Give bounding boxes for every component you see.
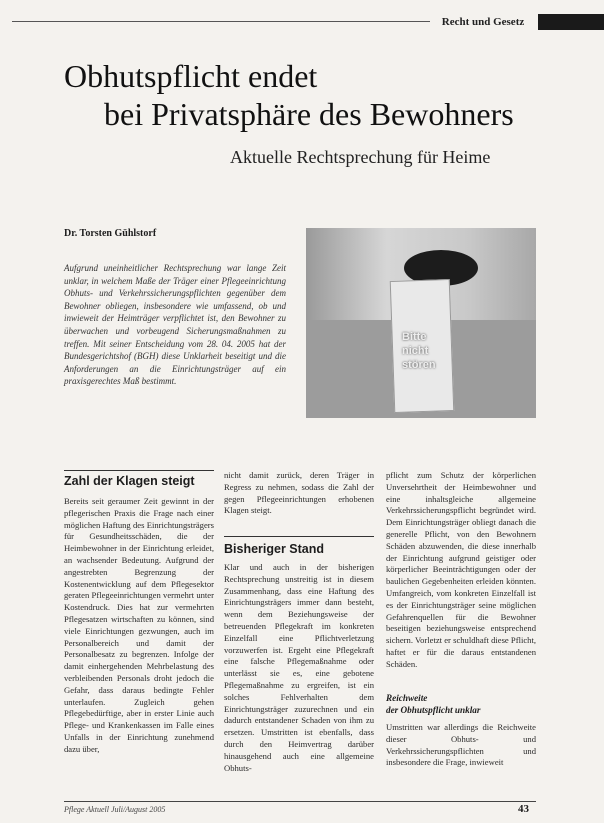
section-rule bbox=[12, 21, 430, 22]
section-marker bbox=[538, 14, 604, 30]
page-number: 43 bbox=[518, 803, 529, 815]
section-rule-1 bbox=[64, 470, 214, 471]
column-3-text-continued: Umstritten war allerdings die Reichweite dieser Obhuts- und Verkehrssicherungspflichten und insbesondere die Frage, inwieweit bbox=[386, 722, 536, 768]
article-title-line1: Obhutspflicht endet bbox=[64, 58, 318, 94]
heading-zahl-der-klagen: Zahl der Klagen steigt bbox=[64, 474, 195, 488]
heading-reichweite-line1: Reichweite bbox=[386, 693, 428, 703]
section-header bbox=[0, 14, 604, 30]
column-3-text: pflicht zum Schutz der körperlichen Unversehrtheit der Heimbewohner und eine inhaltsgleiche allgemeine Verkehrssicherungspflicht begründet wird. Dem Einrichtungsträger obliegt danach die generelle Pflicht, von den Bewohnern Schäden abzuwenden, die diese innerhalb der Einrichtung aufgrund geistiger oder körperlicher Beeinträchtigungen oder der baulichen Gegebenheiten erleiden könnten. Umfangreich, vom konkreten Einzelfall ist es der Einrichtungsträger seine möglichen Gefahrenquellen für die Bewohner beseitigen beziehungsweise entsprechend sichern. Vorletzt er schuldhaft diese Pflicht, haftet er für die daraus entstandenen Schäden. bbox=[386, 470, 536, 669]
footer-rule bbox=[64, 801, 536, 802]
section-rule-2 bbox=[224, 536, 374, 537]
column-2-text: Klar und auch in der bisherigen Rechtsprechung unstreitig ist in diesem Zusammenhang, dass eine Haftung des Einrichtungsträgers immer dann besteht, wenn dem Beziehungsweise der betreuenden Pflegekraft im konkreten Einzelfall eine Pflichtverletzung vorzuwerfen ist. Ergeht eine Pflegekraft eine falsche Pflegemaßnahme oder unterlässt sie es, eine gebotene Pflegemaßnahme zu ergreifen, ist ein solches Fehlverhalten dem Einrichtungsträger zuzurechnen und ein dadurch entstandener Schaden von ihm zu ersetzen. Umstritten ist ebenfalls, dass durch den Heimvertrag darüber hinausgehend auch eine allgemeine Obhuts- bbox=[224, 562, 374, 773]
photo-sign-text: Bitte nicht stören bbox=[402, 331, 436, 371]
section-label: Recht und Gesetz bbox=[441, 16, 525, 28]
footer-publication: Pflege Aktuell Juli/August 2005 bbox=[64, 805, 166, 814]
article-subtitle: Aktuelle Rechtsprechung für Heime bbox=[230, 147, 491, 167]
heading-bisheriger-stand: Bisheriger Stand bbox=[224, 542, 325, 556]
heading-reichweite-line2: der Obhutspflicht unklar bbox=[386, 705, 481, 715]
article-intro: Aufgrund uneinheitlicher Rechtsprechung war lange Zeit unklar, in welchem Maße der Träger einer Pflegeeinrichtung Obhuts- und Verkehrssicherungspflichten gegenüber dem Bewohner obliegen, insbesondere wie umfassend, ob und inwieweit der Heimträger verpflichtet ist, den Bewohner zu überwachen und vorbeugend Sicherungsmaßnahmen zu treffen. Mit seiner Entscheidung vom 28. 04. 2005 hat der Bundesgerichtshof (BGH) diese Unklarheit beseitigt und die Anforderungen an die Einrichtungsträger auf ein praxisgerechtes Maß bestimmt. bbox=[64, 263, 286, 387]
article-author: Dr. Torsten Gühlstorf bbox=[64, 228, 157, 239]
column-2-top-text: nicht damit zurück, deren Träger in Regress zu nehmen, sodass die Zahl der gegen Pflegeeinrichtungen erhobenen Klagen steigt. bbox=[224, 470, 374, 516]
article-title-line2: bei Privatsphäre des Bewohners bbox=[104, 96, 514, 132]
column-1-text: Bereits seit geraumer Zeit gewinnt in der pflegerischen Praxis die Frage nach einer möglichen Haftung des Einrichtungsträgers für Gesundheitsschäden, die der Heimbewohner in der Einrichtung erleidet, an wachsender Bedeutung. Aufgrund der angestrebten Begrenzung der Kostenentwicklung auf dem Pflegesektor geraten Pflegeeinrichtungen vermehrt unter Kostendruck. Dies hat zur vermehrten Pflegesatzen wirtschaften zu können, sind viele Einrichtungen gezwungen, auch im Personalbereich und damit der Personalbesatz zu begrenzen. Infolge der damit einhergehenden Mehrbelastung des verbleibenden Personals droht jedoch die Gefahr, dass daraus bedingte Fehler unterlaufen. Zugleich gehen Pflegebedürftige, aber in erster Linie auch Pflege- und Krankenkassen im Falle eines Unfalls in der Einrichtung zunehmend dazu über, bbox=[64, 496, 214, 754]
article-photo bbox=[306, 228, 536, 418]
